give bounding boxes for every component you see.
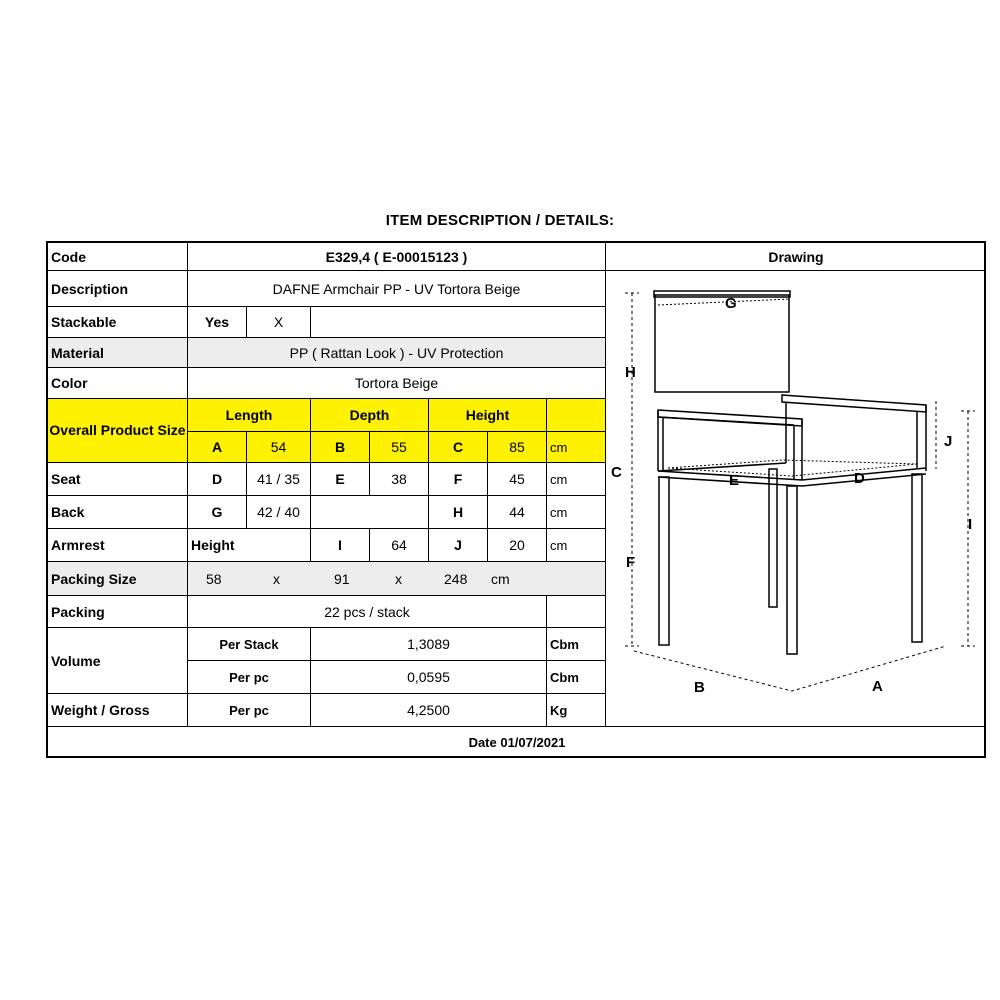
stackable-label: Stackable [48,307,188,338]
drawing-label-i: I [968,516,973,533]
code-label: Code [48,243,188,271]
packing-value: 22 pcs / stack [188,596,547,628]
overall-unit: cm [547,432,606,463]
drawing-label-c: C [611,464,622,481]
dim-c-value: 85 [488,432,547,463]
details-sheet [46,241,986,758]
volume-per-pc-label: Per pc [188,661,311,694]
packing-size-length: 58 [206,570,222,587]
weight-value: 4,2500 [311,694,547,727]
drawing-label-b: B [694,679,705,696]
overall-unit-header-empty [547,399,606,432]
volume-per-pc-unit: Cbm [547,661,606,694]
back-label: Back [48,496,188,529]
packing-size-unit: cm [491,570,510,587]
dim-f-value: 45 [488,463,547,496]
drawing-label-d: D [854,470,865,487]
height-header: Height [429,399,547,432]
stackable-empty [311,307,606,338]
dim-g-value: 42 / 40 [247,496,311,529]
dim-a-value: 54 [247,432,311,463]
color-value: Tortora Beige [188,368,606,399]
packing-size-label: Packing Size [48,562,188,596]
armchair-dimension-drawing [606,271,986,727]
description-value: DAFNE Armchair PP - UV Tortora Beige [188,271,606,307]
dim-e-letter: E [311,463,370,496]
drawing-label-j: J [944,433,953,450]
dim-i-value: 64 [370,529,429,562]
packing-size-height: 248 [444,570,468,587]
dim-i-letter: I [311,529,370,562]
drawing-label-f: F [626,554,636,571]
stackable-yes: Yes [188,307,247,338]
dim-g-letter: G [188,496,247,529]
weight-unit: Kg [547,694,606,727]
depth-header: Depth [311,399,429,432]
dim-b-letter: B [311,432,370,463]
dim-e-value: 38 [370,463,429,496]
packing-size-width: 91 [334,570,350,587]
dim-b-value: 55 [370,432,429,463]
dim-h-value: 44 [488,496,547,529]
volume-per-pc-value: 0,0595 [311,661,547,694]
packing-size-row [188,562,606,596]
drawing-label-a: A [872,678,883,695]
dim-h-letter: H [429,496,488,529]
drawing-panel [606,271,986,727]
packing-size-x2: x [395,570,402,587]
packing-empty [547,596,606,628]
description-label: Description [48,271,188,307]
packing-label: Packing [48,596,188,628]
dim-j-letter: J [429,529,488,562]
back-unit: cm [547,496,606,529]
seat-unit: cm [547,463,606,496]
dim-d-letter: D [188,463,247,496]
armrest-height-label: Height [188,529,311,562]
volume-per-stack-unit: Cbm [547,628,606,661]
code-value: E329,4 ( E-00015123 ) [188,243,606,271]
dim-j-value: 20 [488,529,547,562]
page-title: ITEM DESCRIPTION / DETAILS: [385,212,615,229]
dim-a-letter: A [188,432,247,463]
volume-per-stack-label: Per Stack [188,628,311,661]
drawing-label-g: G [725,295,737,312]
drawing-label-h: H [625,364,636,381]
overall-size-label: Overall Product Size [48,399,188,463]
weight-per-pc-label: Per pc [188,694,311,727]
material-label: Material [48,338,188,368]
seat-label: Seat [48,463,188,496]
back-empty [311,496,429,529]
drawing-label-e: E [729,472,740,489]
stackable-mark: X [247,307,311,338]
length-header: Length [188,399,311,432]
dim-d-value: 41 / 35 [247,463,311,496]
color-label: Color [48,368,188,399]
armrest-unit: cm [547,529,606,562]
dim-f-letter: F [429,463,488,496]
volume-per-stack-value: 1,3089 [311,628,547,661]
material-value: PP ( Rattan Look ) - UV Protection [188,338,606,368]
date-footer: Date 01/07/2021 [468,735,566,750]
armrest-label: Armrest [48,529,188,562]
weight-label: Weight / Gross [48,694,188,727]
dim-c-letter: C [429,432,488,463]
volume-label: Volume [48,628,188,694]
packing-size-x1: x [273,570,280,587]
drawing-header: Drawing [606,243,986,271]
